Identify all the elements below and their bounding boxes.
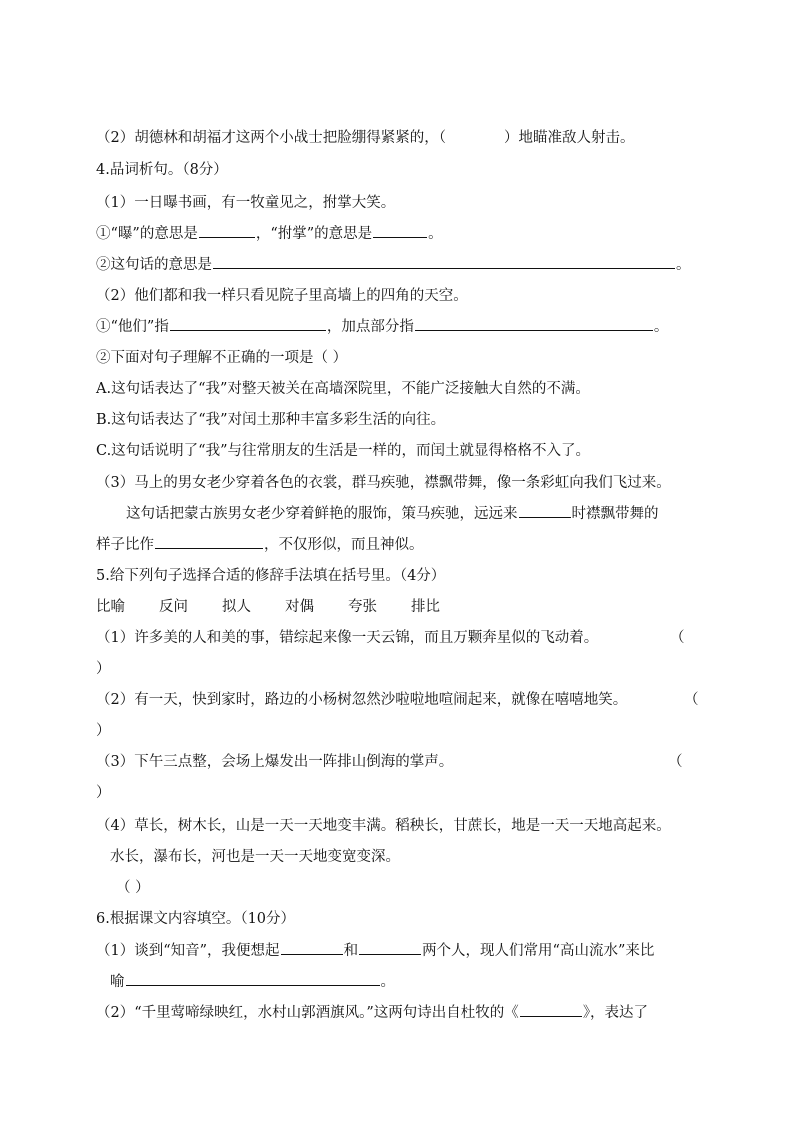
q5-item1 — [96, 627, 734, 649]
q4-s3-line1-text: 这句话把蒙古族男女老少穿着鲜艳的服饰，策马疾驰，远远来 — [126, 506, 518, 522]
q4-s2-line-a — [96, 316, 734, 338]
q4-s2-option-c: C.这句话说明了“我”与往常朋友的生活是一样的，而闰土就显得格格不入了。 — [96, 443, 591, 459]
q4-s1-line-a — [96, 223, 734, 245]
answer-blank[interactable] — [415, 316, 653, 331]
q6-s1-line1 — [96, 940, 734, 962]
q6-s2-line1 — [96, 1002, 754, 1024]
q6-s1-text: （1）谈到“知音”，我便想起 — [96, 943, 280, 959]
q4-s1-a-mid: ，“拊掌”的意思是 — [255, 226, 373, 242]
q5-item3-open-paren[interactable]: （ — [668, 754, 683, 770]
q5-option: 对偶 — [285, 599, 314, 615]
answer-blank[interactable] — [126, 971, 380, 986]
q6-s2-text: （2）“千里莺啼绿映红，水村山郭酒旗风。”这两句诗出自杜牧的《 — [96, 1005, 519, 1021]
q4-s2-a-label: ①“他们”指 — [96, 319, 169, 335]
q6-s2-end: 》，表达了 — [582, 1005, 649, 1021]
q3-item2-text-b: ）地瞄准敌人射击。 — [503, 130, 635, 146]
q4-s3-sentence: （3）马上的男女老少穿着各色的衣裳，群马疾驰，襟飘带舞，像一条彩虹向我们飞过来。 — [96, 475, 671, 491]
answer-blank[interactable] — [155, 534, 263, 549]
q4-s3-line2-end: ，不仅形似，而且神似。 — [264, 537, 424, 553]
q4-s3-line1 — [126, 503, 734, 525]
q4-s1-sentence: （1）一日曝书画，有一牧童见之，拊掌大笑。 — [96, 195, 396, 211]
q5-item2 — [96, 689, 734, 711]
answer-blank[interactable] — [519, 503, 571, 518]
q4-s3-line1-end: 时襟飘带舞的 — [571, 506, 659, 522]
q5-option: 比喻 — [96, 599, 125, 615]
answer-blank[interactable] — [199, 223, 255, 238]
q5-item2-open-paren[interactable]: （ — [684, 692, 699, 708]
q4-s1-line-b — [96, 254, 734, 276]
q5-option: 夸张 — [348, 599, 377, 615]
q4-s3-line2-text: 样子比作 — [96, 537, 154, 553]
q5-item1-open-paren[interactable]: （ — [670, 630, 685, 646]
q4-s1-a-label: ①“曝”的意思是 — [96, 226, 198, 242]
q4-title: 4.品词析句。（8分） — [96, 162, 228, 178]
answer-blank[interactable] — [170, 316, 326, 331]
q5-item3 — [96, 751, 734, 773]
q4-s2-question: ②下面对句子理解不正确的一项是（ ） — [96, 350, 348, 366]
q6-title: 6.根据课文内容填空。（10分） — [96, 911, 296, 927]
answer-blank[interactable] — [520, 1002, 582, 1017]
answer-blank[interactable] — [281, 940, 343, 955]
q5-option: 排比 — [411, 599, 440, 615]
q5-item1-close-paren: ） — [96, 661, 111, 677]
q5-item4-line1: （4）草长，树木长，山是一天一天地变丰满。稻秧长，甘蔗长，地是一天一天地高起来。 — [96, 818, 671, 834]
q5-item3-close-paren: ） — [96, 785, 111, 801]
q5-item1-text: （1）许多美的人和美的事，错综起来像一天云锦，而且万颗奔星似的飞动着。 — [96, 630, 599, 646]
q4-s2-a-end: 。 — [653, 319, 669, 335]
q4-s3-line2 — [96, 534, 734, 556]
answer-blank[interactable] — [359, 940, 421, 955]
q4-s2-a-mid: ，加点部分指 — [326, 319, 414, 335]
q5-option: 拟人 — [222, 599, 251, 615]
q5-item2-text: （2）有一天，快到家时，路边的小杨树忽然沙啦啦地喧闹起来，就像在嘻嘻地笑。 — [96, 692, 628, 708]
q5-item4-line2: 水长，瀑布长，河也是一天一天地变宽变深。 — [110, 849, 400, 865]
q4-s2-option-b: B.这句话表达了“我”对闰土那种丰富多彩生活的向往。 — [96, 412, 446, 428]
q6-s1-end: 两个人，现人们常用“高山流水”来比 — [422, 943, 655, 959]
q4-s2-sentence: （2）他们都和我一样只看见院子里高墙上的四角的天空。 — [96, 288, 468, 304]
answer-blank[interactable] — [373, 223, 427, 238]
q6-s1-line2 — [110, 971, 734, 993]
q5-option: 反问 — [159, 599, 188, 615]
q4-s1-b-end: 。 — [676, 257, 691, 273]
q4-s1-a-end: 。 — [428, 226, 443, 242]
q4-s2-option-a: A.这句话表达了“我”对整天被关在高墙深院里，不能广泛接触大自然的不满。 — [96, 381, 590, 397]
q5-item3-text: （3）下午三点整，会场上爆发出一阵排山倒海的掌声。 — [96, 754, 454, 770]
q5-title: 5.给下列句子选择合适的修辞手法填在括号里。（4分） — [96, 568, 446, 584]
q6-s1-line2-end: 。 — [380, 974, 395, 990]
q3-item2 — [96, 127, 734, 149]
q5-option-list — [96, 596, 734, 618]
q4-s1-b-label: ②这句话的意思是 — [96, 257, 212, 273]
answer-blank[interactable] — [213, 254, 675, 269]
q5-item4-paren[interactable]: （ ） — [116, 880, 150, 896]
q3-item2-text-a: （2）胡德林和胡福才这两个小战士把脸绷得紧紧的，（ — [96, 130, 446, 146]
q6-s1-mid: 和 — [343, 943, 359, 959]
q6-s1-line2-text: 喻 — [110, 974, 125, 990]
q5-item2-close-paren: ） — [96, 723, 111, 739]
